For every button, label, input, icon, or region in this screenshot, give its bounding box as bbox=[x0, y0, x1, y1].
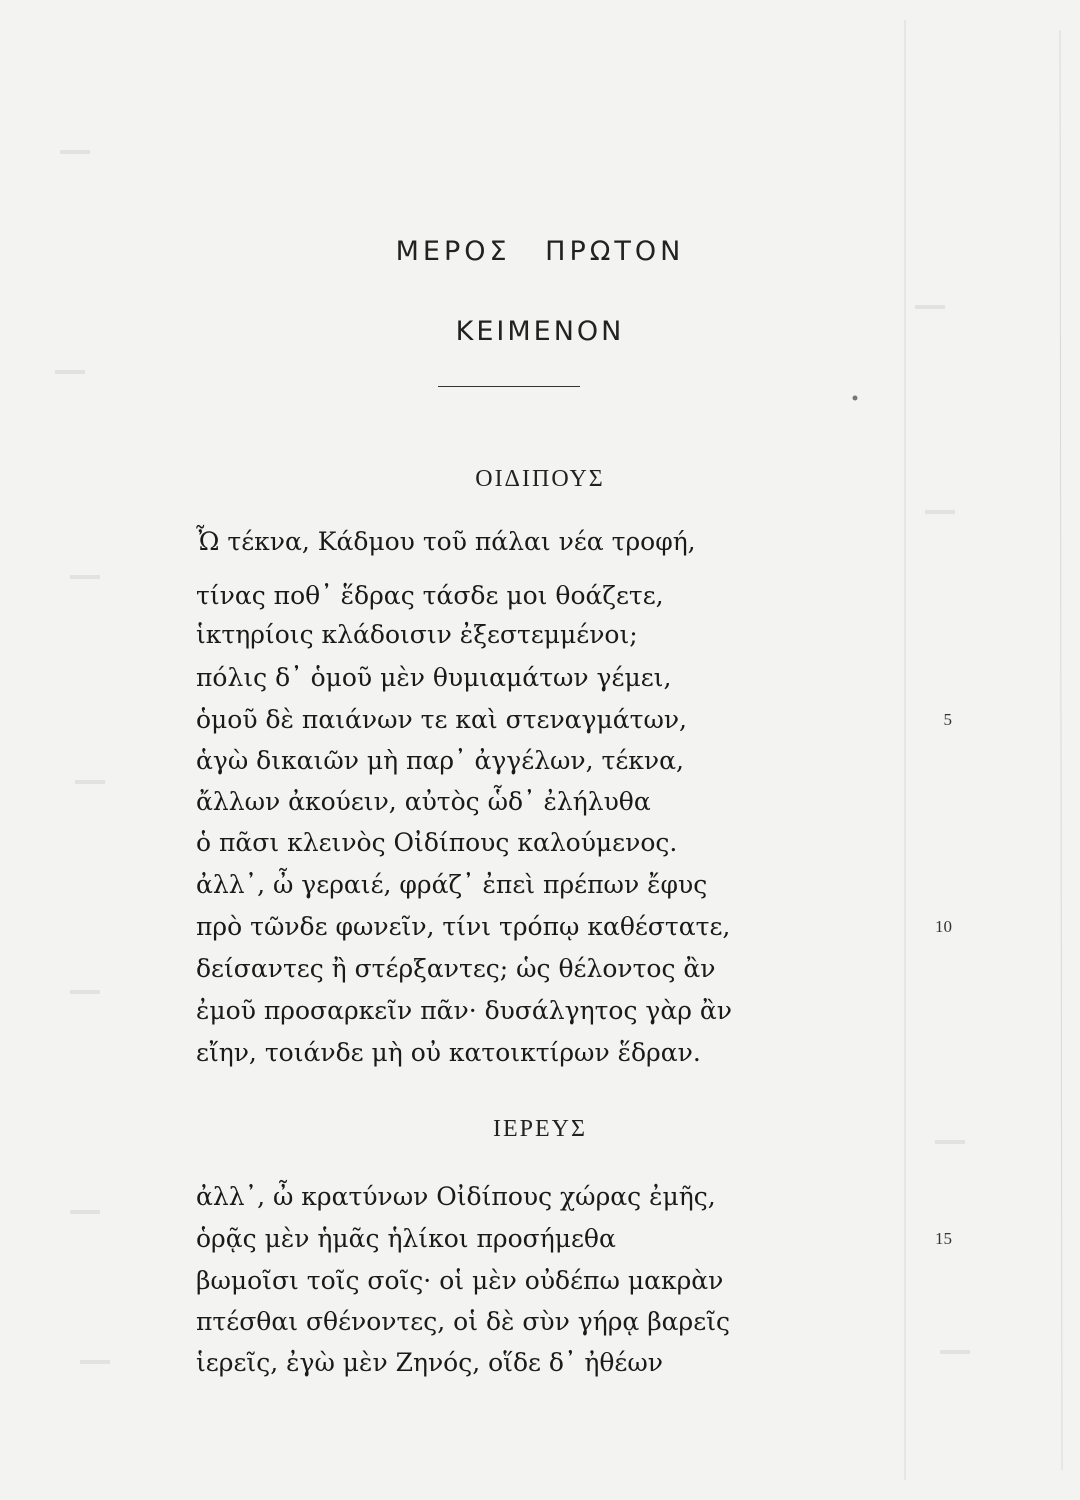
verse-line: πόλις δ᾽ ὁμοῦ μὲν θυμιαμάτων γέμει, bbox=[196, 663, 672, 692]
speaker-name: ΙΕΡΕΥΣ bbox=[493, 1116, 587, 1142]
verse-line: ἱερεῖς, ἐγὼ μὲν Ζηνός, οἵδε δ᾽ ἠθέων bbox=[196, 1348, 663, 1377]
verse-line: Ὦ τέκνα, Κάδμου τοῦ πάλαι νέα τροφή, bbox=[196, 527, 696, 556]
verse-line: πτέσθαι σθένοντες, οἱ δὲ σὺν γήρᾳ βαρεῖς bbox=[196, 1307, 731, 1336]
verse-line: τίνας ποθ᾽ ἕδρας τάσδε μοι θοάζετε, bbox=[196, 581, 664, 610]
title-divider bbox=[438, 386, 580, 387]
verse-line: εἴην, τοιάνδε μὴ οὐ κατοικτίρων ἕδραν. bbox=[196, 1038, 701, 1067]
part-title: ΜΕΡΟΣ ΠΡΩΤΟΝ bbox=[395, 236, 685, 267]
verse-line: ἀλλ᾽, ὦ γεραιέ, φράζ᾽ ἐπεὶ πρέπων ἔφυς bbox=[196, 870, 708, 899]
line-number: 15 bbox=[935, 1229, 952, 1248]
verse-line: ἐμοῦ προσαρκεῖν πᾶν· δυσάλγητος γὰρ ἂν bbox=[196, 996, 732, 1025]
verse-line: ἀλλ᾽, ὦ κρατύνων Οἰδίπους χώρας ἐμῆς, bbox=[196, 1182, 716, 1211]
verse-line: ἱκτηρίοις κλάδοισιν ἐξεστεμμένοι; bbox=[196, 620, 638, 649]
verse-line: βωμοῖσι τοῖς σοῖς· οἱ μὲν οὐδέπω μακρὰν bbox=[196, 1266, 724, 1295]
line-number: 5 bbox=[943, 710, 952, 729]
verse-line: δείσαντες ἢ στέρξαντες; ὡς θέλοντος ἂν bbox=[196, 954, 716, 983]
section-title: ΚΕΙΜΕΝΟΝ bbox=[455, 316, 625, 347]
line-number: 10 bbox=[935, 917, 952, 936]
verse-line: ὁμοῦ δὲ παιάνων τε καὶ στεναγμάτων, bbox=[196, 705, 687, 734]
verse-line: πρὸ τῶνδε φωνεῖν, τίνι τρόπῳ καθέστατε, bbox=[196, 912, 731, 941]
verse-line: ὁρᾷς μὲν ἡμᾶς ἡλίκοι προσήμεθα bbox=[196, 1224, 616, 1253]
verse-line: ἄλλων ἀκούειν, αὐτὸς ὧδ᾽ ἐλήλυθα bbox=[196, 787, 651, 816]
verse-line: ὁ πᾶσι κλεινὸς Οἰδίπους καλούμενος. bbox=[196, 828, 678, 857]
speaker-name: ΟΙΔΙΠΟΥΣ bbox=[475, 466, 605, 492]
verse-line: ἁγὼ δικαιῶν μὴ παρ᾽ ἀγγέλων, τέκνα, bbox=[196, 746, 684, 775]
